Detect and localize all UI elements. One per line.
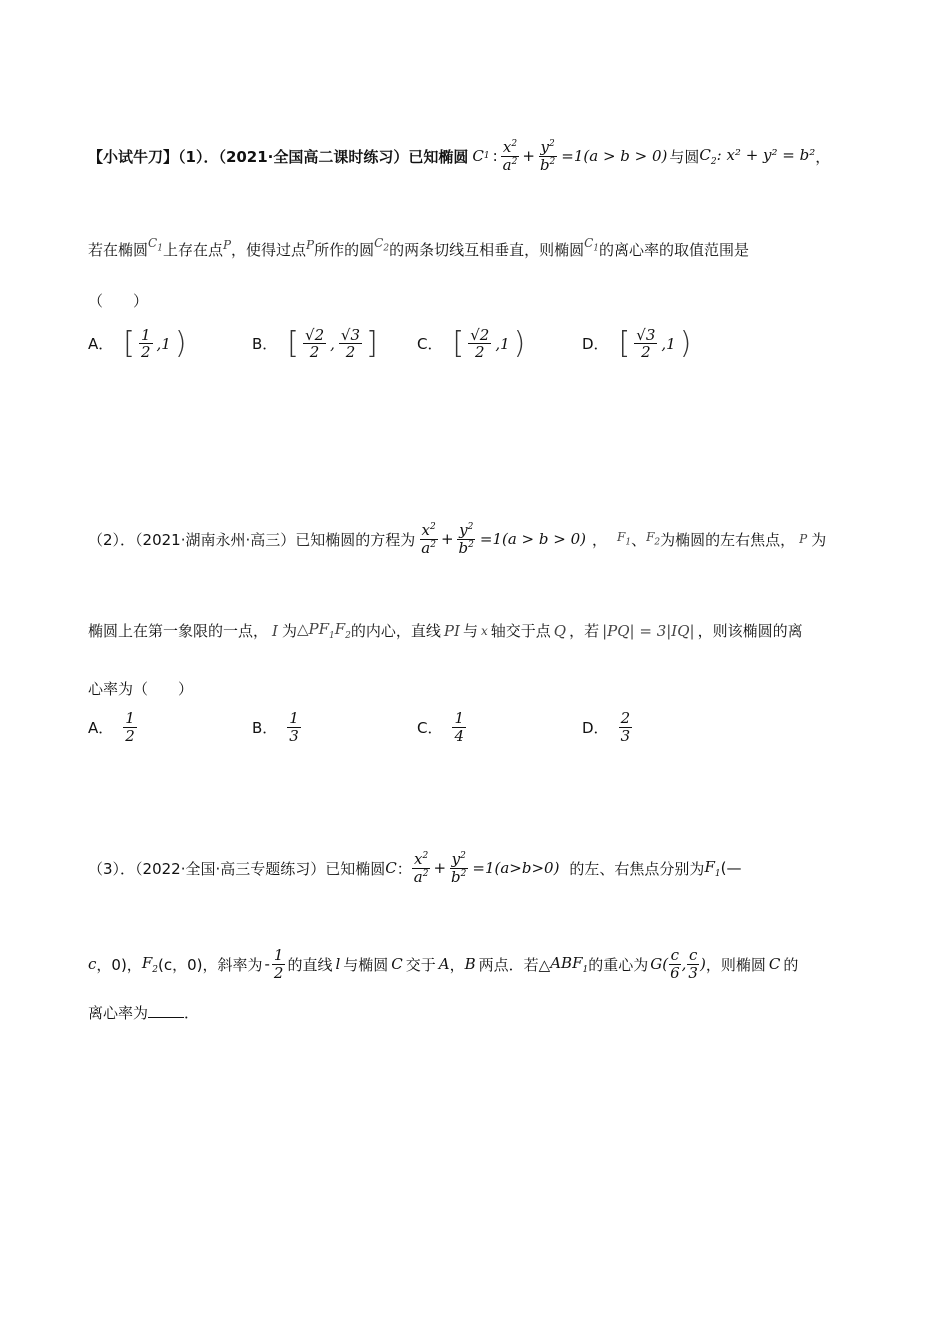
q2-prefix: （2）．（2021·湖南永州·高三）已知椭圆的方程为 [88, 530, 416, 549]
q1-circle-eq: $C_2$: x² + y² = b² [699, 145, 816, 167]
q2-line3: 心率为（ ） [88, 680, 194, 698]
q2-line2: 椭圆上在第一象限的一点， I 为 $\triangle PF_1F_2$ 的内心，直线 PI 与 x 轴交于点 Q ，若 |PQ| = 3|IQ| ，则该椭圆的离 [88, 620, 803, 641]
q3-prefix: （3）．（2022·全国·高三专题练习）已知椭圆 [88, 859, 386, 878]
q1-option-b[interactable]: B． [ $\frac{√2}{2}$ , $\frac{√3}{2}$ ] [252, 325, 378, 361]
q1-ellipse-eq: C 1 : $\frac{x^2}{a^2}$ + $\frac{y^2}{b^2}$ =1(a > b > 0) [472, 138, 668, 174]
q1-prefix: 【小试牛刀】（1）．（2021·全国高二课时练习）已知椭圆 [88, 147, 469, 166]
q2-ellipse-eq: $\frac{x^2}{a^2}$ + $\frac{y^2}{b^2}$ =1(a > b > 0) [421, 521, 586, 557]
q2-line1: （2）．（2021·湖南永州·高三）已知椭圆的方程为 $\frac{x^2}{a^2}$ + $\frac{y^2}{b^2}$ =1(a > b > 0) ， $F_1$ 、 $F_2$ 为椭圆的左右焦点， P 为 [88, 521, 827, 557]
q1-paren: （ ） [88, 292, 149, 310]
q1-line2: 若在椭圆$^{C_1}$上存在点$^P$，使得过点$^P$所作的圆$^{C_2}$的两条切线互相垂直，则椭圆$^{C_1}$的离心率的取值范围是 [88, 236, 750, 259]
answer-blank[interactable] [148, 1003, 184, 1018]
q2-option-c[interactable]: C． $\frac{1}{4}$ [417, 709, 465, 745]
q2-option-b[interactable]: B． $\frac{1}{3}$ [252, 709, 299, 745]
q1-option-c[interactable]: C． [ $\frac{√2}{2}$ ,1 ) [417, 325, 526, 361]
q1-line1: 【小试牛刀】（1）．（2021·全国高二课时练习）已知椭圆 C 1 : $\frac{x^2}{a^2}$ + $\frac{y^2}{b^2}$ =1(a > b > 0) 与圆 $C_2$: x² + y² = b² ， [88, 138, 831, 174]
q2-option-a[interactable]: A． $\frac{1}{2}$ [88, 709, 135, 745]
q2-option-d[interactable]: D． $\frac{2}{3}$ [582, 709, 631, 745]
q3-line2: c ，0)， $F_2$ (c，0)，斜率为 - $\frac{1}{2}$ 的直线 l 与椭圆 C 交于 A ， B 两点．若△ $ABF_1$ 的重心为 G ( $\frac{c}{6}$ , $\frac{c}{3}$ ) ，则椭圆 C 的 [88, 946, 799, 982]
q3-line3: 离心率为 ． [88, 1004, 200, 1022]
q1-option-a[interactable]: A． [ $\frac{1}{2}$ ,1 ) [88, 325, 187, 361]
q1-option-d[interactable]: D． [ $\frac{√3}{2}$ ,1 ) [582, 325, 692, 361]
q3-ellipse-eq: $\frac{x^2}{a^2}$ + $\frac{y^2}{b^2}$ =1(a>b>0) [413, 850, 560, 886]
q3-line1: （3）．（2022·全国·高三专题练习）已知椭圆 C ： $\frac{x^2}{a^2}$ + $\frac{y^2}{b^2}$ =1(a>b>0) 的左、右焦点分别为 $F_1$ (— [88, 850, 742, 886]
